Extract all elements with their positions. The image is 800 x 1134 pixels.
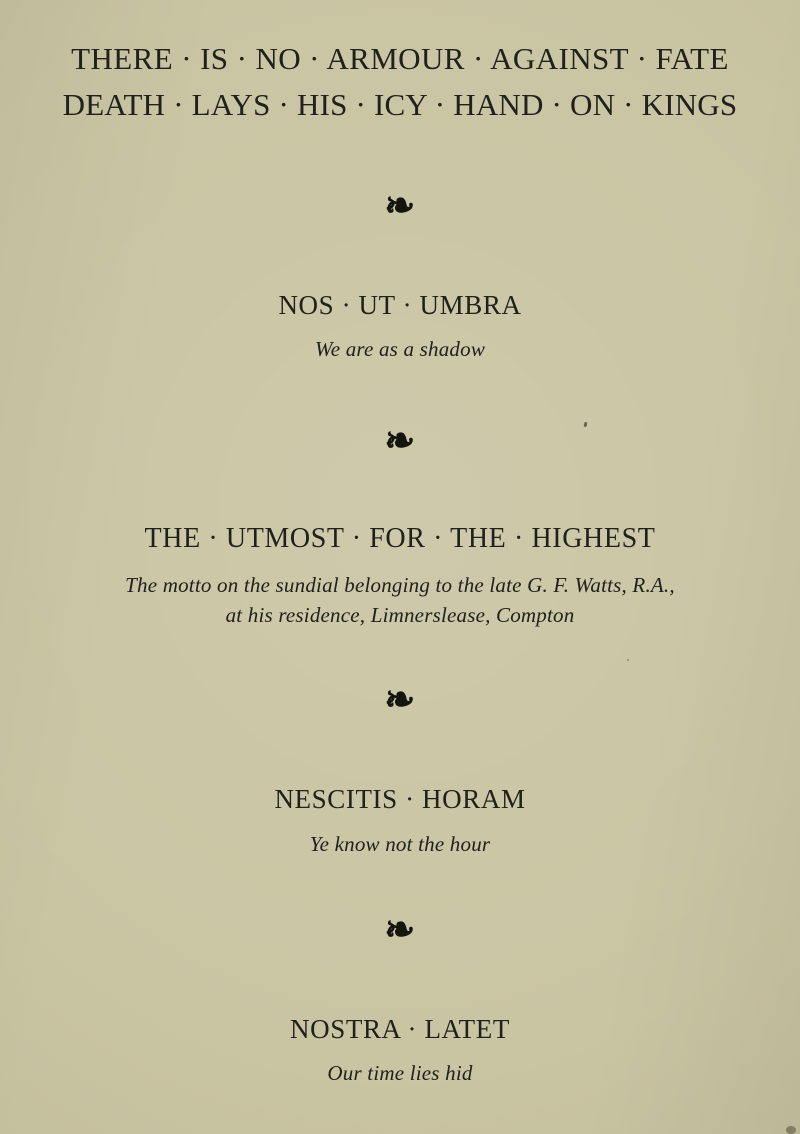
headline-line-1: THERE · IS · NO · ARMOUR · AGAINST · FATE <box>71 41 729 76</box>
motto-1: NOS · UT · UMBRA <box>278 289 522 320</box>
fleuron-icon: ❧ <box>383 905 417 954</box>
fleuron-icon: ❧ <box>383 180 417 230</box>
gloss-2-line-1: The motto on the sundial belonging to the late G. F. Watts, R.A., <box>125 572 675 597</box>
motto-4: NOSTRA · LATET <box>290 1013 510 1044</box>
headline-line-2: DEATH · LAYS · HIS · ICY · HAND · ON · KINGS <box>62 86 738 122</box>
ornament-divider-3 <box>24 675 776 725</box>
paper-speck <box>627 659 629 661</box>
page-headline <box>24 36 776 128</box>
fleuron-icon: ❧ <box>383 675 417 725</box>
paper-speck <box>786 1126 796 1134</box>
motto-3: NESCITIS · HORAM <box>274 784 526 815</box>
gloss-4: Our time lies hid <box>327 1060 473 1085</box>
ornament-divider-4 <box>24 905 776 954</box>
ornament-divider-2 <box>24 416 776 466</box>
motto-2: THE · UTMOST · FOR · THE · HIGHEST <box>144 523 656 555</box>
ornament-divider-1 <box>24 180 776 230</box>
gloss-1: We are as a shadow <box>314 336 486 361</box>
gloss-3: Ye know not the hour <box>309 831 491 856</box>
fleuron-icon: ❧ <box>383 416 417 466</box>
gloss-2-line-2: at his residence, Limnerslease, Compton <box>225 603 575 628</box>
gloss-2 <box>24 570 776 631</box>
